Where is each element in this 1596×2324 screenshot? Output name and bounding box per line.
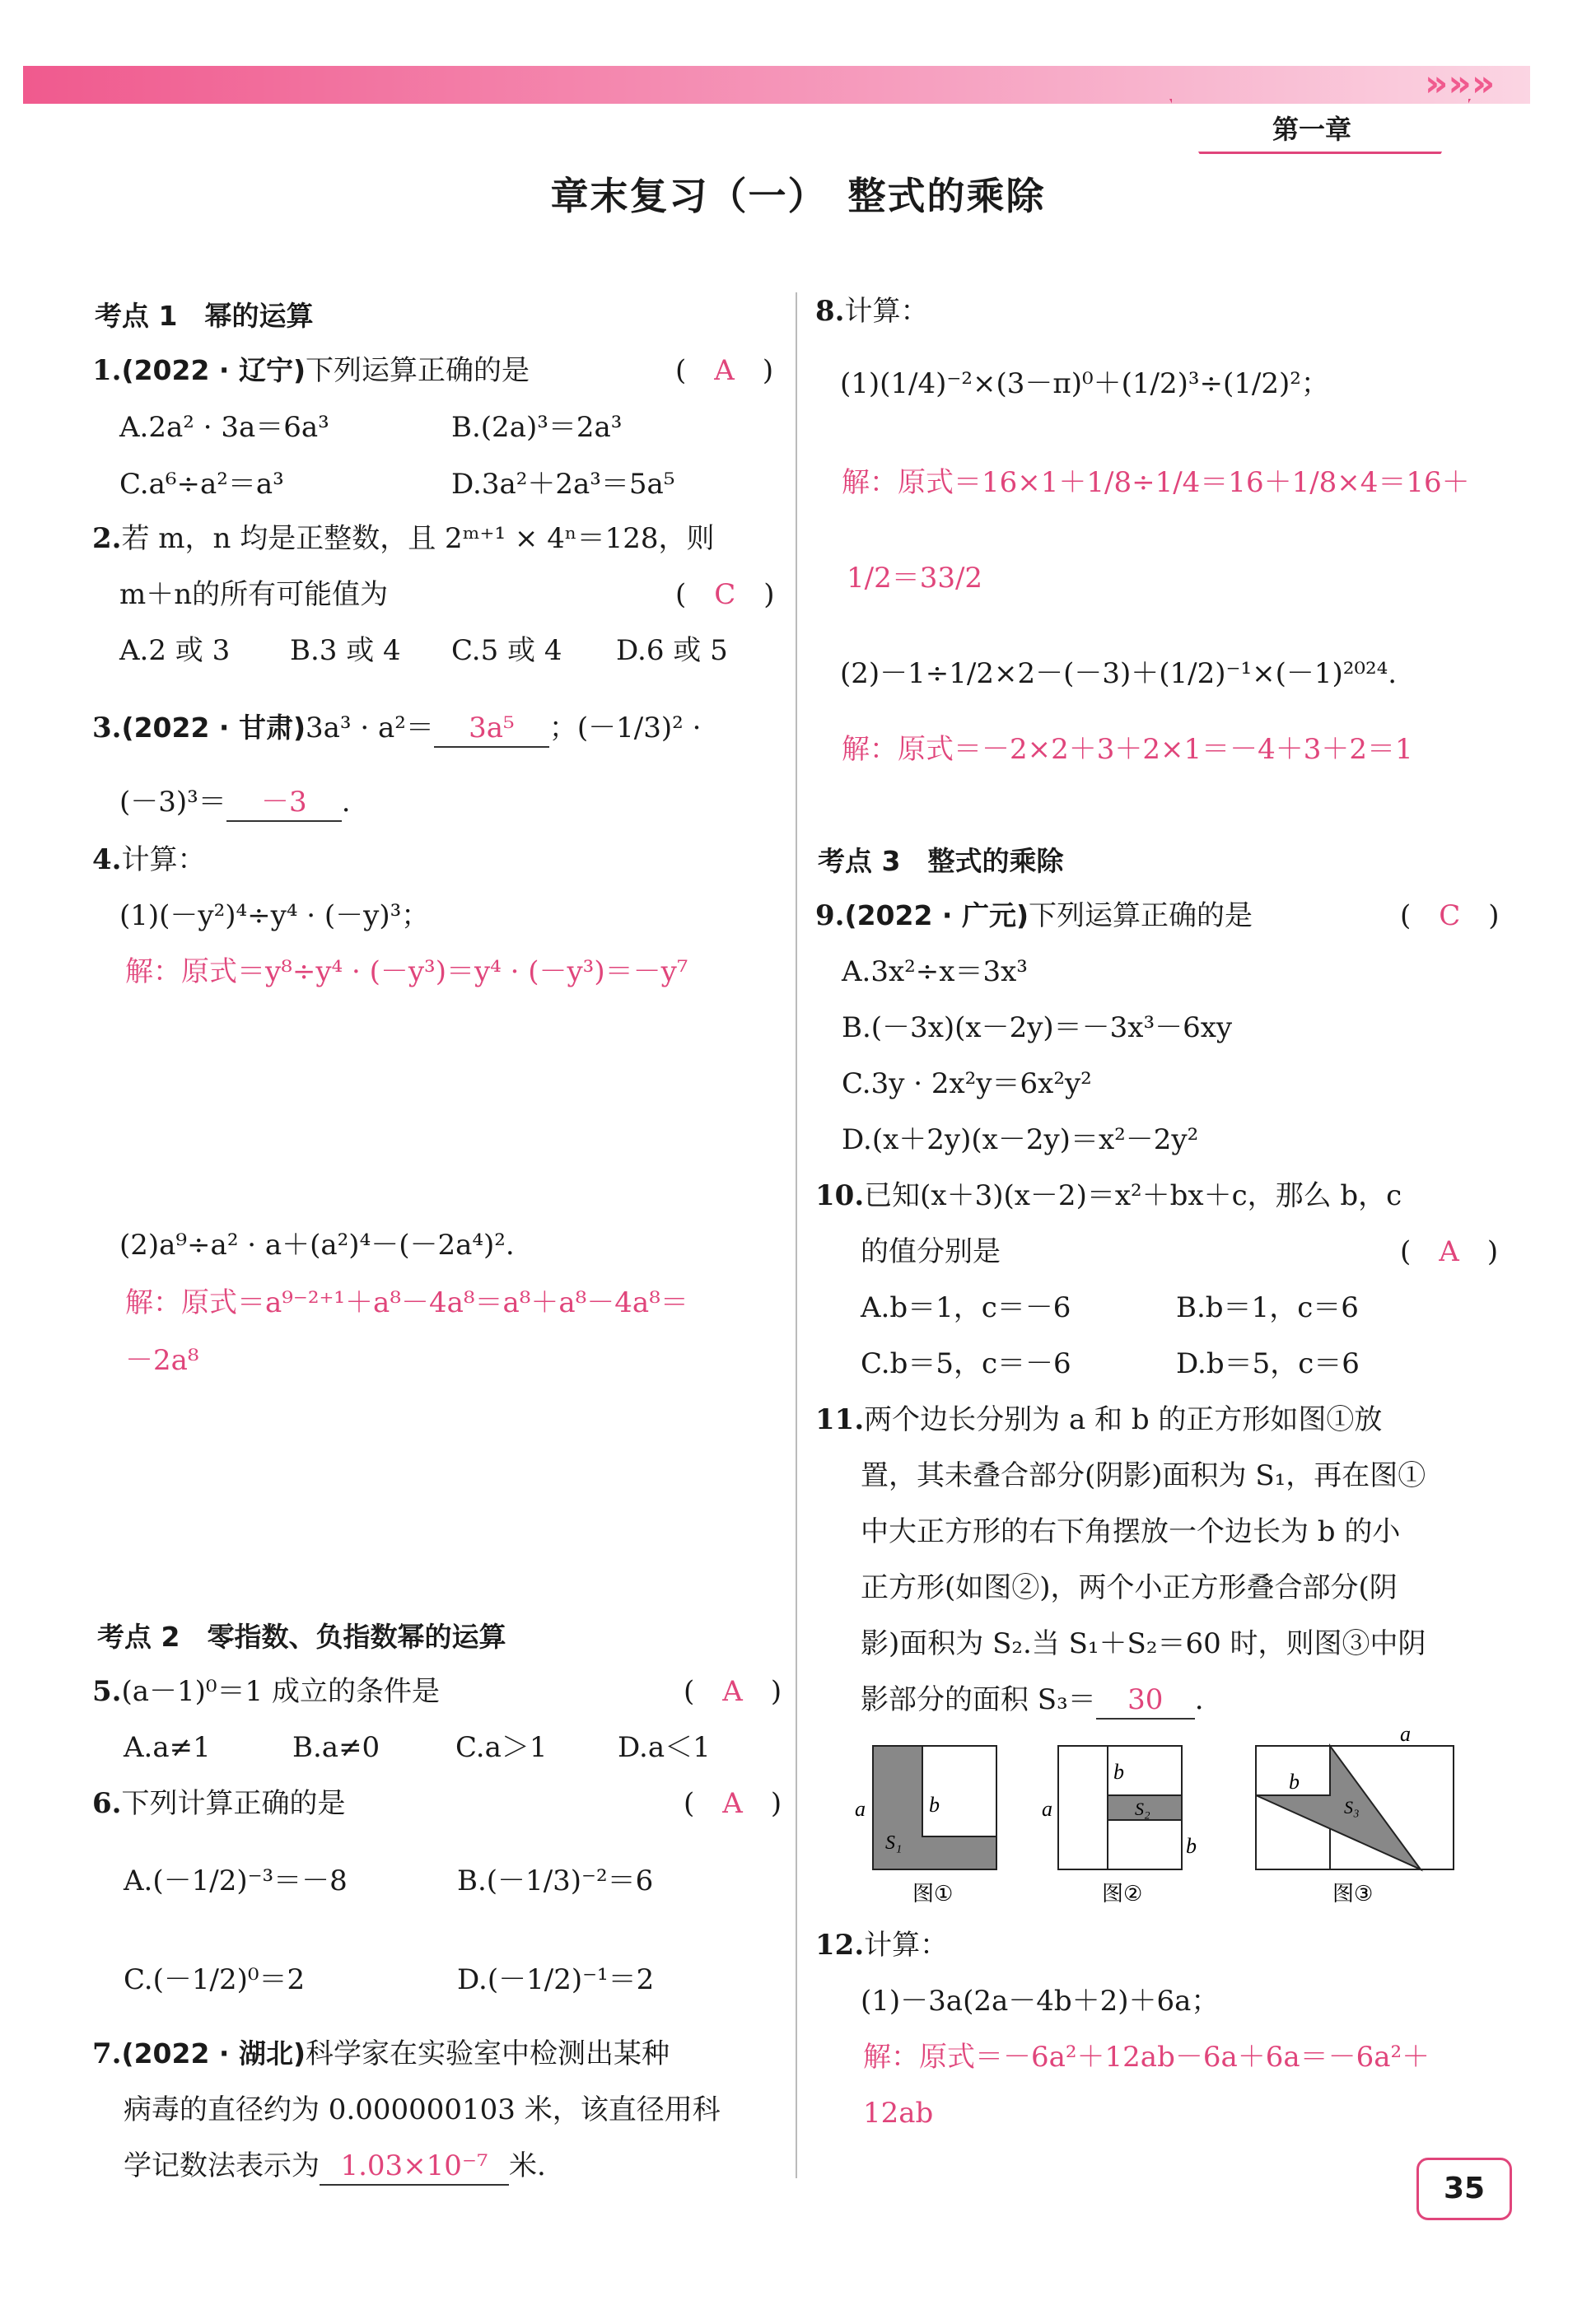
q1-option-b: B.(2a)³＝2a³ [451, 411, 623, 444]
q6-option-b: B.(－1/3)⁻²＝6 [457, 1864, 654, 1897]
q2-option-d: D.6 或 5 [616, 634, 728, 667]
q2-answer: ( C ) [675, 578, 775, 611]
q11-figures [840, 1729, 1474, 1919]
fig2-label-a: a [1042, 1797, 1052, 1821]
q11-line5: 影)面积为 S₂.当 S₁＋S₂＝60 时，则图③中阴 [861, 1627, 1426, 1660]
fig3-caption: 图③ [1332, 1882, 1374, 1906]
q6-answer: ( A ) [684, 1787, 782, 1820]
fig3-label-s3: S₃ [1344, 1797, 1360, 1818]
q10-stem-line2: 的值分别是 [861, 1235, 1001, 1268]
q7-stem-line2: 病毒的直径约为 0.000000103 米，该直径用科 [124, 2093, 721, 2126]
q11-line1: 11.两个边长分别为 a 和 b 的正方形如图①放 [815, 1403, 1383, 1436]
q5-stem: 5.(a－1)⁰＝1 成立的条件是 [92, 1675, 441, 1708]
q12-part1: (1)－3a(2a－4b＋2)＋6a； [861, 1985, 1220, 2018]
q9-option-b: B.(－3x)(x－2y)＝－3x³－6xy [842, 1011, 1233, 1044]
q8-solution1-line1: 解：原式＝16×1＋1/8÷1/4＝16＋1/8×4＝16＋ [842, 466, 1470, 499]
q8-solution2: 解：原式＝－2×2＋3＋2×1＝－4＋3＋2＝1 [842, 733, 1413, 766]
q12-solution-line2: 12ab [863, 2097, 934, 2130]
q10-option-d: D.b＝5，c＝6 [1176, 1347, 1360, 1380]
q6-option-c: C.(－1/2)⁰＝2 [124, 1963, 306, 1996]
q11-line6: 影部分的面积 S₃＝ 30 . [861, 1682, 1204, 1720]
q11-line2: 置，其未叠合部分(阴影)面积为 S₁，再在图① [861, 1459, 1426, 1492]
q9-option-a: A.3x²÷x＝3x³ [842, 955, 1028, 988]
fig3-label-b: b [1289, 1770, 1300, 1794]
page-title: 章末复习（一） 整式的乘除 [550, 174, 1046, 218]
q2-stem-line2: m＋n的所有可能值为 [119, 578, 389, 611]
q5-option-d: D.a＜1 [618, 1731, 711, 1764]
q10-answer: ( A ) [1400, 1235, 1499, 1268]
q4-part2: (2)a⁹÷a² · a＋(a²)⁴－(－2a⁴)². [119, 1229, 515, 1262]
q4-solution2-line1: 解：原式＝a⁹⁻²⁺¹＋a⁸－4a⁸＝a⁸＋a⁸－4a⁸＝ [125, 1286, 688, 1319]
fig1-label-s1: S₁ [885, 1832, 903, 1854]
header-band [23, 66, 1530, 104]
q12-stem: 12.计算： [815, 1929, 949, 1962]
q4-stem: 4.计算： [92, 843, 206, 876]
q7-stem-line3: 学记数法表示为 1.03×10⁻⁷ 米. [124, 2148, 546, 2186]
fig1-caption: 图① [912, 1882, 954, 1906]
q5-answer: ( A ) [684, 1675, 782, 1708]
fig2-label-s2: S₂ [1135, 1799, 1150, 1819]
q6-option-a: A.(－1/2)⁻³＝－8 [124, 1864, 348, 1897]
q1-option-d: D.3a²＋2a³＝5a⁵ [451, 468, 675, 501]
q9-option-d: D.(x＋2y)(x－2y)＝x²－2y² [842, 1123, 1199, 1156]
page-number: 35 [1416, 2158, 1512, 2220]
chevron-icon: »»» [1425, 63, 1496, 105]
q4-solution2-line2: －2a⁸ [125, 1344, 199, 1377]
q5-option-b: B.a≠0 [292, 1731, 380, 1764]
fig2-label-b-right: b [1186, 1834, 1197, 1858]
fig1-small-square [922, 1746, 996, 1836]
q10-option-a: A.b＝1，c＝－6 [861, 1291, 1071, 1324]
q11-line4: 正方形(如图②)，两个小正方形叠合部分(阴 [861, 1571, 1398, 1604]
q10-stem-line1: 10.已知(x＋3)(x－2)＝x²＋bx＋c，那么 b，c [815, 1179, 1402, 1212]
fig2-caption: 图② [1102, 1882, 1143, 1906]
section-3-heading: 考点 3 整式的乘除 [818, 845, 1064, 877]
q3-stem-line1: 3.(2022 · 甘肃)3a³ · a²＝ 3a⁵ ；(－1/3)² · [92, 710, 701, 748]
q1-answer: ( A ) [675, 354, 774, 387]
column-divider [796, 292, 797, 2178]
q8-part1: (1)(1/4)⁻²×(3－π)⁰＋(1/2)³÷(1/2)²； [840, 367, 1329, 400]
section-1-heading: 考点 1 幂的运算 [95, 300, 314, 332]
q8-part2: (2)－1÷1/2×2－(－3)＋(1/2)⁻¹×(－1)²⁰²⁴. [840, 657, 1398, 690]
q1-option-a: A.2a² · 3a＝6a³ [119, 411, 329, 444]
q8-solution1-line2: 1/2＝33/2 [847, 562, 983, 595]
q1-option-c: C.a⁶÷a²＝a³ [119, 468, 284, 501]
q6-stem: 6.下列计算正确的是 [92, 1787, 346, 1820]
q12-solution-line1: 解：原式＝－6a²＋12ab－6a＋6a＝－6a²＋ [863, 2041, 1430, 2074]
q11-line3: 中大正方形的右下角摆放一个边长为 b 的小 [861, 1515, 1401, 1548]
fig2-label-b-top: b [1113, 1760, 1124, 1784]
q9-stem: 9.(2022 · 广元)下列运算正确的是 [815, 899, 1253, 932]
q5-option-c: C.a＞1 [455, 1731, 548, 1764]
fig3-label-a: a [1400, 1729, 1411, 1746]
q2-option-a: A.2 或 3 [119, 634, 231, 667]
q10-option-c: C.b＝5，c＝－6 [861, 1347, 1071, 1380]
q1-stem: 1.(2022 · 辽宁)下列运算正确的是 [92, 354, 530, 387]
chapter-label: 第一章 [1272, 114, 1352, 145]
q9-answer: ( C ) [1400, 899, 1500, 932]
fig1-label-a: a [855, 1797, 866, 1821]
q5-option-a: A.a≠1 [124, 1731, 211, 1764]
q2-option-c: C.5 或 4 [451, 634, 562, 667]
section-2-heading: 考点 2 零指数、负指数幂的运算 [97, 1621, 506, 1653]
fig1-label-b: b [929, 1793, 940, 1817]
q6-option-d: D.(－1/2)⁻¹＝2 [457, 1963, 655, 1996]
q8-stem: 8.计算： [815, 295, 929, 328]
q2-option-b: B.3 或 4 [290, 634, 401, 667]
q10-option-b: B.b＝1，c＝6 [1176, 1291, 1359, 1324]
q4-solution1: 解：原式＝y⁸÷y⁴ · (－y³)＝y⁴ · (－y³)＝－y⁷ [125, 955, 688, 988]
q2-stem-line1: 2.若 m，n 均是正整数，且 2ᵐ⁺¹ × 4ⁿ＝128，则 [92, 522, 715, 555]
q7-stem-line1: 7.(2022 · 湖北)科学家在实验室中检测出某种 [92, 2037, 670, 2070]
q9-option-c: C.3y · 2x²y＝6x²y² [842, 1067, 1092, 1100]
q3-stem-line2: (－3)³＝ －3 . [119, 784, 351, 822]
q4-part1: (1)(－y²)⁴÷y⁴ · (－y)³； [119, 899, 430, 932]
